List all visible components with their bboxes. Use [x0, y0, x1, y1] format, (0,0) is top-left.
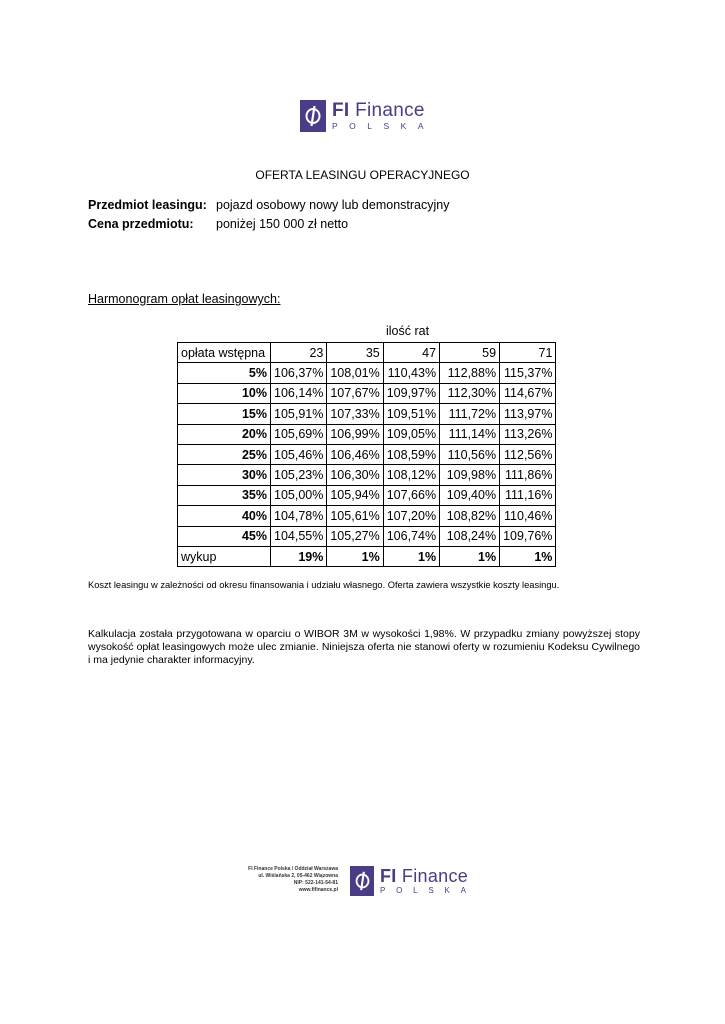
- table-cell: 110,43%: [383, 363, 439, 383]
- table-cell: 106,37%: [271, 363, 327, 383]
- table-cell: 108,59%: [383, 444, 439, 464]
- table-cell: 112,30%: [440, 383, 500, 403]
- footer-address-line: FI Finance Polska / Oddział Warszawa: [248, 866, 338, 872]
- cost-note: Koszt leasingu w zależności od okresu finansowania i udziału własnego. Oferta zawiera wszystkie koszty leasingu.: [88, 580, 560, 590]
- table-row: [178, 404, 556, 424]
- table-row: [178, 506, 556, 526]
- table-cell: 110,46%: [500, 506, 556, 526]
- logo-subtitle: POLSKA: [332, 121, 436, 132]
- subject-value: pojazd osobowy nowy lub demonstracyjny: [216, 198, 450, 212]
- table-cell: 105,00%: [271, 485, 327, 505]
- table-cell: 109,97%: [383, 383, 439, 403]
- table-row: [178, 444, 556, 464]
- logo-subtitle: POLSKA: [380, 886, 477, 895]
- row-label-cell: 30%: [178, 465, 271, 485]
- table-header-row: [178, 343, 556, 363]
- leasing-table: [177, 342, 556, 567]
- table-cell: 106,99%: [327, 424, 383, 444]
- table-row: [178, 424, 556, 444]
- row-label-cell: 20%: [178, 424, 271, 444]
- subject-row: [88, 198, 449, 212]
- price-label: Cena przedmiotu:: [88, 217, 194, 231]
- table-cell: 113,26%: [500, 424, 556, 444]
- row-label-cell: 25%: [178, 444, 271, 464]
- row-label-cell: opłata wstępna: [178, 343, 271, 363]
- table-cell: 114,67%: [500, 383, 556, 403]
- table-cell: 108,24%: [440, 526, 500, 546]
- row-label-cell: 15%: [178, 404, 271, 424]
- table-cell: 107,66%: [383, 485, 439, 505]
- footer-logo: [350, 866, 477, 896]
- table-cell: 109,05%: [383, 424, 439, 444]
- table-cell: 106,74%: [383, 526, 439, 546]
- table-cell: 104,78%: [271, 506, 327, 526]
- table-cell: 105,61%: [327, 506, 383, 526]
- table-cell: 109,51%: [383, 404, 439, 424]
- table-cell: 19%: [271, 546, 327, 566]
- table-cell: 104,55%: [271, 526, 327, 546]
- table-cell: 106,14%: [271, 383, 327, 403]
- disclaimer: Kalkulacja została przygotowana w oparciu o WIBOR 3M w wysokości 1,98%. W przypadku zmiany powyższej stopy wysokość opłat leasingowych może ulec zmianie. Niniejsza oferta nie stanowi oferty w rozumieniu Kodeksu Cywilnego i ma jedynie charakter informacyjny.: [88, 628, 640, 666]
- row-label-cell: wykup: [178, 546, 271, 566]
- footer-address-line: NIP: 522-141-54-81: [293, 880, 338, 886]
- table-row: [178, 363, 556, 383]
- table-cell: 1%: [500, 546, 556, 566]
- table-cell: 59: [440, 343, 500, 363]
- footer-address: [238, 866, 338, 894]
- logo-name: Finance: [401, 866, 469, 886]
- table-cell: 105,23%: [271, 465, 327, 485]
- row-label-cell: 35%: [178, 485, 271, 505]
- header-logo: [300, 100, 435, 132]
- phi-logo-icon: [350, 866, 374, 896]
- table-cell: 106,46%: [327, 444, 383, 464]
- table-cell: 112,88%: [440, 363, 500, 383]
- table-cell: 106,30%: [327, 465, 383, 485]
- table-row: [178, 383, 556, 403]
- table-cell: 1%: [440, 546, 500, 566]
- table-cell: 111,72%: [440, 404, 500, 424]
- table-cell: 112,56%: [500, 444, 556, 464]
- table-cell: 47: [383, 343, 439, 363]
- row-label-cell: 5%: [178, 363, 271, 383]
- row-label-cell: 45%: [178, 526, 271, 546]
- table-cell: 115,37%: [500, 363, 556, 383]
- footer-address-line: www.fifinance.pl: [298, 887, 338, 893]
- table-cell: 105,27%: [327, 526, 383, 546]
- table-cell: 110,56%: [440, 444, 500, 464]
- subject-label: Przedmiot leasingu:: [88, 198, 207, 212]
- table-cell: 108,82%: [440, 506, 500, 526]
- table-cell: 109,98%: [440, 465, 500, 485]
- table-row: [178, 485, 556, 505]
- table-buyout-row: [178, 546, 556, 566]
- logo-name: Finance: [355, 100, 425, 122]
- installments-label: ilość rat: [386, 324, 430, 338]
- table-cell: 107,33%: [327, 404, 383, 424]
- table-cell: 107,20%: [383, 506, 439, 526]
- table-cell: 107,67%: [327, 383, 383, 403]
- table-cell: 108,01%: [327, 363, 383, 383]
- table-row: [178, 526, 556, 546]
- table-cell: 108,12%: [383, 465, 439, 485]
- row-label-cell: 40%: [178, 506, 271, 526]
- table-cell: 1%: [383, 546, 439, 566]
- table-cell: 105,46%: [271, 444, 327, 464]
- table-cell: 111,14%: [440, 424, 500, 444]
- table-cell: 113,97%: [500, 404, 556, 424]
- table-cell: 109,40%: [440, 485, 500, 505]
- footer-address-line: ul. Wiślańska 2, 05-462 Wiązowna: [258, 873, 338, 879]
- table-cell: 105,94%: [327, 485, 383, 505]
- logo-brand: FI: [380, 866, 397, 886]
- phi-logo-icon: [300, 100, 326, 132]
- table-cell: 71: [500, 343, 556, 363]
- table-cell: 105,69%: [271, 424, 327, 444]
- table-cell: 1%: [327, 546, 383, 566]
- table-cell: 111,86%: [500, 465, 556, 485]
- logo-brand: FI: [332, 100, 350, 122]
- price-row: [88, 217, 348, 231]
- row-label-cell: 10%: [178, 383, 271, 403]
- table-row: [178, 465, 556, 485]
- price-value: poniżej 150 000 zł netto: [216, 217, 349, 231]
- table-cell: 35: [327, 343, 383, 363]
- table-cell: 23: [271, 343, 327, 363]
- schedule-heading: Harmonogram opłat leasingowych:: [88, 292, 281, 306]
- page-title: OFERTA LEASINGU OPERACYJNEGO: [255, 168, 470, 182]
- table-cell: 111,16%: [500, 485, 556, 505]
- table-cell: 109,76%: [500, 526, 556, 546]
- table-cell: 105,91%: [271, 404, 327, 424]
